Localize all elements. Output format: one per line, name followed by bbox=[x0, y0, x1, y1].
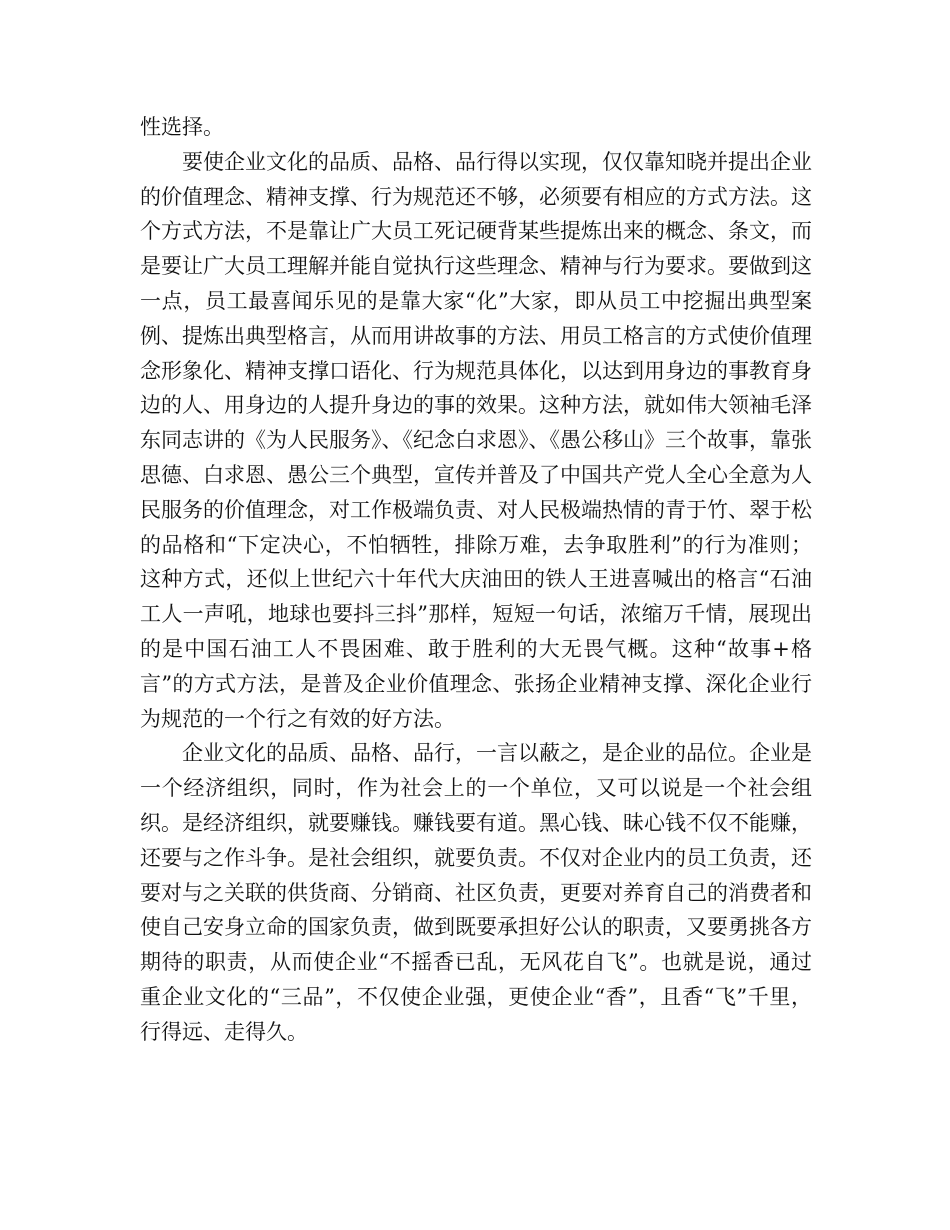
paragraph-method: 要使企业文化的品质、品格、品行得以实现，仅仅靠知晓并提出企业的价值理念、精神支撑、行为规范还不够，必须要有相应的方式方法。这个方式方法，不是靠让广大员工死记硬背某些提炼出来的概念、条文，而是要让广大员工理解并能自觉执行这些理念、精神与行为要求。要做到这一点，员工最喜闻乐见的是靠大家“化”大家，即从员工中挖掘出典型案例、提炼出典型格言，从而用讲故事的方法、用员工格言的方式使价值理念形象化、精神支撑口语化、行为规范具体化，以达到用身边的事教育身边的人、用身边的人提升身边的事的效果。这种方法，就如伟大领袖毛泽东同志讲的《为人民服务》、《纪念白求恩》、《愚公移山》三个故事，靠张思德、白求恩、愚公三个典型，宣传并普及了中国共产党人全心全意为人民服务的价值理念，对工作极端负责、对人民极端热情的青于竹、翠于松的品格和“下定决心，不怕牺牲，排除万难，去争取胜利”的行为准则；这种方式，还似上世纪六十年代大庆油田的铁人王进喜喊出的格言“石油工人一声吼，地球也要抖三抖”那样，短短一句话，浓缩万千情，展现出的是中国石油工人不畏困难、敢于胜利的大无畏气概。这种“故事+格言”的方式方法，是普及企业价值理念、张扬企业精神支撑、深化企业行为规范的一个行之有效的好方法。 bbox=[140, 149, 812, 731]
document-body bbox=[140, 110, 812, 1050]
paragraph-taste: 企业文化的品质、品格、品行，一言以蔽之，是企业的品位。企业是一个经济组织，同时，作为社会上的一个单位，又可以说是一个社会组织。是经济组织，就要赚钱。赚钱要有道。黑心钱、昧心钱不仅不能赚，还要与之作斗争。是社会组织，就要负责。不仅对企业内的员工负责，还要对与之关联的供货商、分销商、社区负责，更要对养育自己的消费者和使自己安身立命的国家负责，做到既要承担好公认的职责，又要勇挑各方期待的职责，从而使企业“不摇香已乱，无风花自飞”。也就是说，通过重企业文化的“三品”，不仅使企业强，更使企业“香”，且香“飞”千里，行得远、走得久。 bbox=[140, 741, 812, 1044]
paragraph-continuation: 性选择。 bbox=[140, 115, 224, 139]
